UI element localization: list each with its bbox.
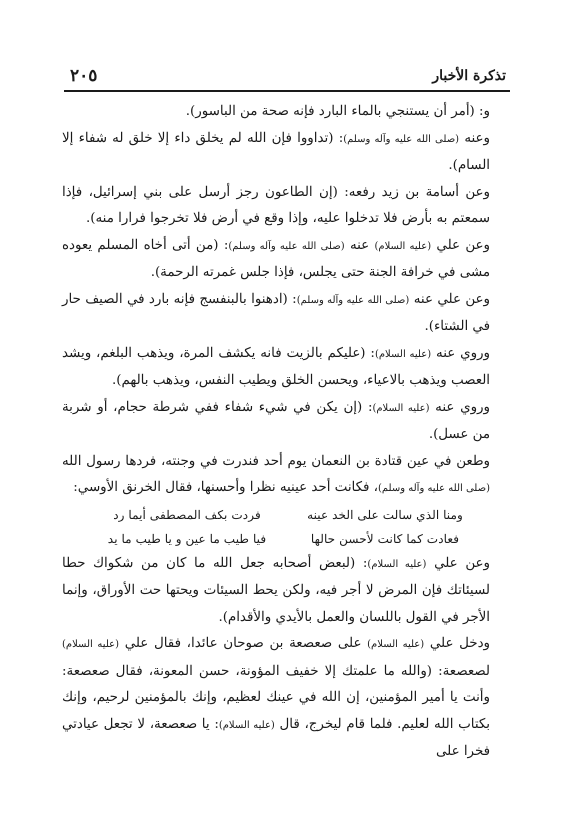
running-header	[64, 66, 510, 88]
honorific-phrase: (عليه السلام)	[62, 639, 119, 650]
honorific-phrase: (عليه السلام)	[372, 402, 430, 414]
paragraph	[62, 126, 510, 180]
paragraph-text: وعن أسامة بن زيد رفعه: (إن الطاعون رجز أرسل على بني إسرائيل، فإذا سمعتم به بأرض فلا تدخلوا عليه، وإذا وقع في أرض فلا تخرجوا فرارا منه).	[62, 184, 490, 226]
poem-hemistich-right: ومنا الذي سالت على الخد عينه	[307, 507, 463, 522]
honorific-phrase: (عليه السلام)	[367, 639, 425, 650]
paragraph	[62, 341, 510, 395]
honorific-phrase: (صلى الله عليه وآله وسلم)	[378, 483, 490, 494]
paragraph-text: وعنه	[459, 130, 490, 146]
paragraph-text: ، فكانت أحد عينيه نظرا وأحسنها، فقال الخرنق الأوسي:	[73, 480, 378, 495]
honorific-phrase: (عليه السلام)	[218, 719, 275, 731]
paragraph-text: : (ادهنوا بالبنفسج فإنه بارد في الصيف حار في الشتاء).	[62, 291, 490, 334]
paragraph	[62, 180, 510, 233]
poem-verse	[62, 527, 510, 551]
paragraph	[62, 99, 510, 126]
honorific-phrase: (عليه السلام)	[374, 240, 432, 252]
paragraphs-after-poem	[62, 551, 510, 766]
header-divider	[64, 90, 510, 92]
honorific-phrase: (صلى الله عليه وآله وسلم)	[343, 133, 460, 145]
paragraph	[62, 287, 510, 341]
paragraph-text: وعن علي	[431, 237, 490, 253]
paragraph-text: لصعصعة: (والله ما علمتك إلا خفيف المؤونة، حسن المعونة، فقال صعصعة: وأنت يا أمير المؤمنين، إن الله في عينك لعظيم، وإنك بالمؤمنين لرحيم، وإنك بكتاب الله لعليم. فلما قام ليخرج، قال	[62, 663, 491, 732]
paragraph-text: : (عليكم بالزيت فانه يكشف المرة، ويذهب البلغم، ويشد العصب ويذهب بالاعياء، ويحسن الخلق ويطيب النفس، ويذهب بالهم).	[62, 345, 490, 388]
paragraphs-before-poem	[62, 99, 510, 503]
honorific-phrase: (عليه السلام)	[367, 558, 427, 570]
honorific-phrase: (عليه السلام)	[374, 348, 432, 360]
paragraph-text: : يا صعصعة، لا تجعل عيادتي فخرا على	[62, 716, 490, 759]
poem-hemistich-left: فردت بكف المصطفى أيما رد	[113, 507, 261, 522]
paragraph	[62, 551, 510, 632]
paragraph-text: و: (أمر أن يستنجي بالماء البارد فإنه صحة من الباسور).	[185, 104, 490, 119]
poem-hemistich-right: فعادت كما كانت لأحسن حالها	[310, 531, 460, 546]
poem	[62, 503, 510, 551]
body-text	[62, 99, 510, 766]
paragraph	[62, 449, 510, 503]
paragraph-text: وطعن في عين قتادة بن النعمان يوم أحد فندرت في وجنته، فردها رسول الله	[62, 453, 490, 469]
page-number: ٢٠٥	[70, 66, 98, 86]
paragraph	[62, 631, 510, 766]
paragraph-text: وعن علي	[426, 555, 490, 571]
paragraph-text: عنه	[344, 237, 375, 253]
paragraph-text: وروي عنه	[431, 345, 490, 361]
paragraph-text: : (لبعض أصحابه جعل الله ما كان من شكواك حطا لسيئاتك فإن المرض لا أجر فيه، ولكن يحط السيئات ويحتها حت الأوراق، وإنما الأجر في القول باللسان والعمل بالأيدي والأقدام).	[62, 555, 490, 625]
header-title: تذكرة الأخبار	[432, 68, 506, 84]
honorific-phrase: (صلى الله عليه وآله وسلم)	[296, 294, 410, 306]
honorific-phrase: (صلى الله عليه وآله وسلم)	[228, 240, 345, 252]
paragraph-text: : (إن يكن في شيء شفاء ففي شرطة حجام، أو شربة من عسل).	[62, 399, 490, 442]
paragraph-text: : (من أتى أخاه المسلم يعوده مشى في خرافة الجنة حتى يجلس، فإذا جلس غمرته الرحمة).	[62, 237, 490, 280]
paragraph-text: : (تداووا فإن الله لم يخلق داء إلا خلق له شفاء إلا السام).	[62, 130, 490, 173]
paragraph	[62, 233, 510, 287]
poem-verse	[62, 503, 510, 527]
paragraph-text: وروي عنه	[429, 399, 490, 415]
paragraph	[62, 395, 510, 449]
paragraph-text: على صعصعة بن صوحان عائدا، فقال علي	[119, 636, 368, 651]
paragraph-text: وعن علي عنه	[409, 291, 491, 307]
poem-hemistich-left: فيا طيب ما عين و يا طيب ما يد	[107, 531, 267, 546]
paragraph-text: ودخل علي	[424, 636, 490, 651]
